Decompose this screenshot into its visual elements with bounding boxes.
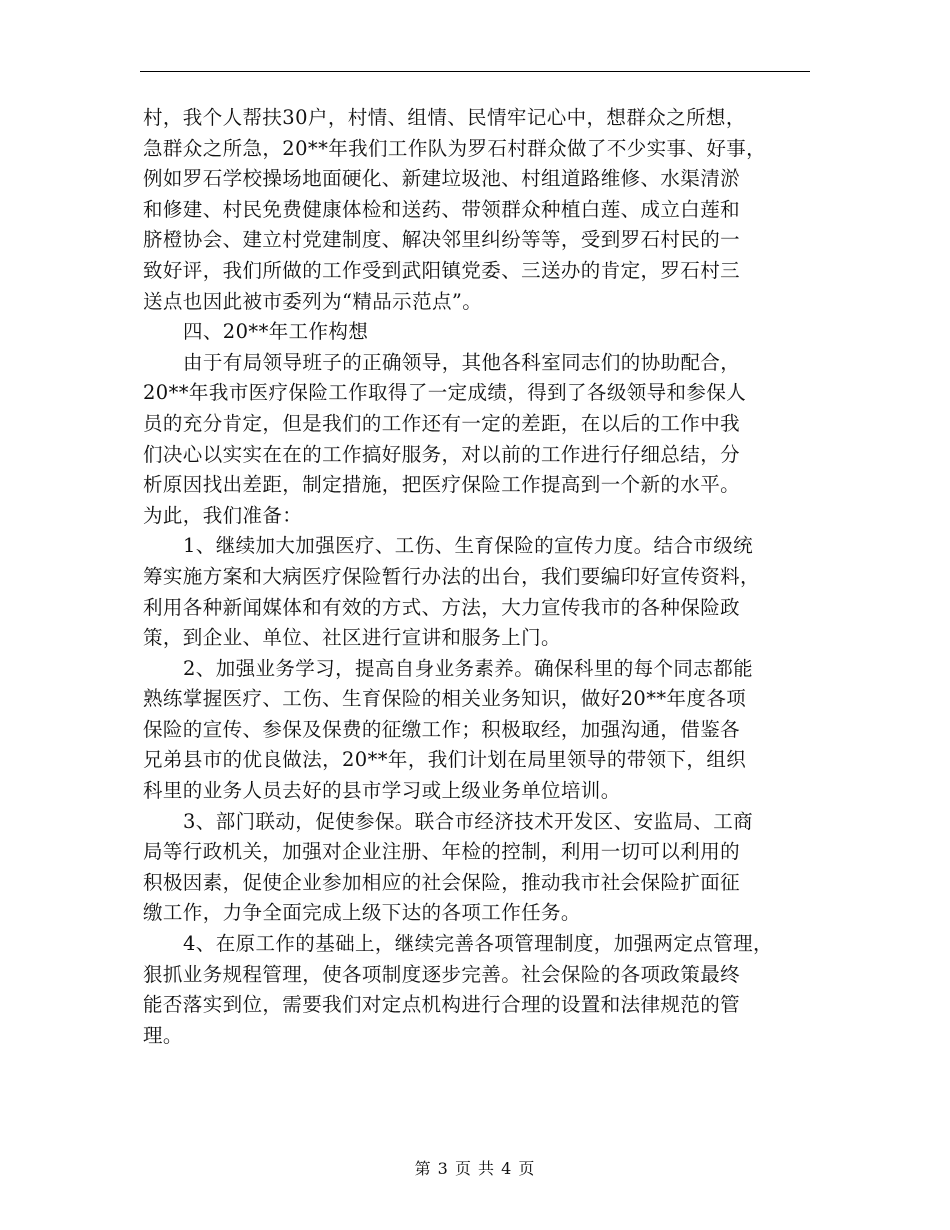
- text-line: 策，到企业、单位、社区进行宣讲和服务上门。: [143, 626, 561, 650]
- text-line: 兄弟县市的优良做法，20**年，我们计划在局里领导的带领下，组织: [143, 748, 747, 772]
- text-line: 积极因素，促使企业参加相应的社会保险，推动我市社会保险扩面征: [143, 870, 741, 894]
- text-line: 4、在原工作的基础上，继续完善各项管理制度，加强两定点管理，: [183, 932, 773, 956]
- document-body: [143, 103, 808, 1051]
- text-line: 科里的业务人员去好的县市学习或上级业务单位培训。: [143, 779, 621, 803]
- paragraph-p5: [143, 654, 808, 685]
- text-line: 致好评，我们所做的工作受到武阳镇党委、三送办的肯定，罗石村三: [143, 258, 741, 282]
- paragraph-p4: [143, 531, 808, 562]
- paragraph-p3b: [143, 378, 808, 531]
- header-rule: [140, 71, 810, 72]
- paragraph-p3: [143, 348, 808, 379]
- text-line: 熟练掌握医疗、工伤、生育保险的相关业务知识，做好20**年度各项: [143, 687, 747, 711]
- paragraph-p4b: [143, 562, 808, 654]
- text-line: 员的充分肯定，但是我们的工作还有一定的差距，在以后的工作中我: [143, 411, 741, 435]
- paragraph-p6b: [143, 837, 808, 929]
- text-line: 送点也因此被市委列为“精品示范点”。: [143, 289, 483, 313]
- paragraph-p1: [143, 103, 808, 317]
- page-number-footer: 第 3 页 共 4 页: [414, 1159, 536, 1178]
- text-line: 理。: [143, 1023, 183, 1047]
- text-line: 利用各种新闻媒体和有效的方式、方法，大力宣传我市的各种保险政: [143, 595, 741, 619]
- paragraph-p6: [143, 807, 808, 838]
- text-line: 由于有局领导班子的正确领导，其他各科室同志们的协助配合，: [183, 350, 741, 374]
- text-line: 急群众之所急，20**年我们工作队为罗石村群众做了不少实事、好事，: [143, 136, 767, 160]
- text-line: 村，我个人帮扶30户，村情、组情、民情牢记心中，想群众之所想，: [143, 106, 746, 129]
- paragraph-p7: [143, 929, 808, 960]
- text-line: 们决心以实实在在的工作搞好服务，对以前的工作进行仔细总结，分: [143, 442, 741, 466]
- text-line: 析原因找出差距，制定措施，把医疗保险工作提高到一个新的水平。: [143, 473, 741, 497]
- text-line: 四、20**年工作构想: [183, 320, 369, 344]
- paragraph-p7b: [143, 960, 808, 1052]
- paragraph-p5b: [143, 684, 808, 806]
- text-line: 狠抓业务规程管理，使各项制度逐步完善。社会保险的各项政策最终: [143, 962, 741, 986]
- text-line: 缴工作，力争全面完成上级下达的各项工作任务。: [143, 901, 581, 925]
- text-line: 筹实施方案和大病医疗保险暂行办法的出台，我们要编印好宣传资料，: [143, 564, 760, 588]
- text-line: 能否落实到位，需要我们对定点机构进行合理的设置和法律规范的管: [143, 993, 741, 1017]
- text-line: 为此，我们准备：: [143, 503, 303, 527]
- text-line: 保险的宣传、参保及保费的征缴工作；积极取经，加强沟通，借鉴各: [143, 717, 741, 741]
- text-line: 和修建、村民免费健康体检和送药、带领群众种植白莲、成立白莲和: [143, 197, 741, 221]
- text-line: 1、继续加大加强医疗、工伤、生育保险的宣传力度。结合市级统: [183, 534, 754, 558]
- text-line: 2、加强业务学习，提高自身业务素养。确保科里的每个同志都能: [183, 656, 754, 680]
- text-line: 脐橙协会、建立村党建制度、解决邻里纠纷等等，受到罗石村民的一: [143, 228, 741, 252]
- text-line: 例如罗石学校操场地面硬化、新建垃圾池、村组道路维修、水渠清淤: [143, 167, 741, 191]
- paragraph-p2: [143, 317, 808, 348]
- text-line: 3、部门联动，促使参保。联合市经济技术开发区、安监局、工商: [183, 809, 754, 833]
- text-line: 局等行政机关，加强对企业注册、年检的控制，利用一切可以利用的: [143, 840, 741, 864]
- text-line: 20**年我市医疗保险工作取得了一定成绩，得到了各级领导和参保人: [143, 381, 747, 405]
